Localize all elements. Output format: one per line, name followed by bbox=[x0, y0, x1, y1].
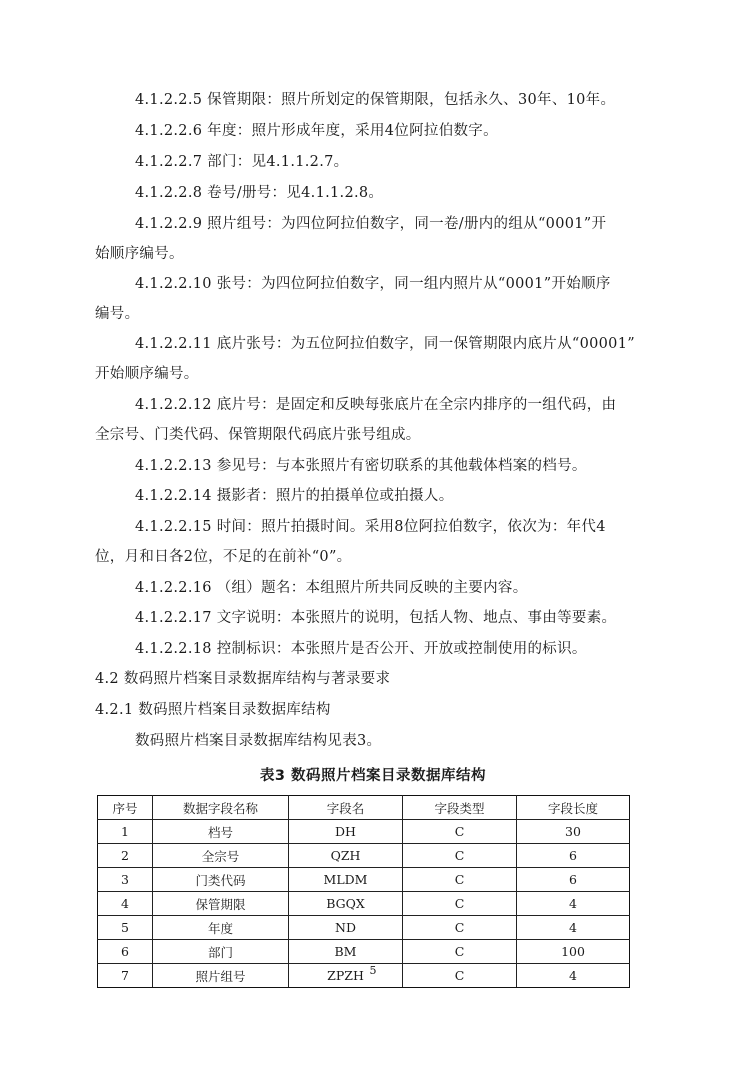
cell-field-name: QZH bbox=[289, 844, 403, 868]
cell-field-type: C bbox=[403, 868, 517, 892]
cell-field-name: ZPZH bbox=[289, 964, 403, 988]
table-row bbox=[98, 820, 630, 844]
cell-field-type: C bbox=[403, 892, 517, 916]
cell-field-type: C bbox=[403, 940, 517, 964]
table-header-row bbox=[98, 796, 630, 820]
clause-4-1-2-2-9-line2: 始顺序编号。 bbox=[95, 246, 184, 262]
header-field-description: 数据字段名称 bbox=[153, 796, 289, 820]
header-field-length: 字段长度 bbox=[517, 796, 630, 820]
cell-field-description: 门类代码 bbox=[153, 868, 289, 892]
cell-field-length: 100 bbox=[517, 940, 630, 964]
cell-serial: 5 bbox=[98, 916, 153, 940]
clause-4-1-2-2-12-line2: 全宗号、门类代码、保管期限代码底片张号组成。 bbox=[95, 427, 421, 443]
cell-field-description: 年度 bbox=[153, 916, 289, 940]
page-number: 5 bbox=[369, 964, 377, 977]
cell-field-length: 6 bbox=[517, 844, 630, 868]
table-reference-text: 数码照片档案目录数据库结构见表3。 bbox=[135, 733, 382, 749]
clause-4-1-2-2-14: 4.1.2.2.14 摄影者：照片的拍摄单位或拍摄人。 bbox=[135, 488, 454, 504]
cell-field-name: BGQX bbox=[289, 892, 403, 916]
cell-field-type: C bbox=[403, 964, 517, 988]
cell-field-type: C bbox=[403, 844, 517, 868]
clause-4-1-2-2-11-line1: 4.1.2.2.11 底片张号：为五位阿拉伯数字，同一保管期限内底片从“00001” bbox=[135, 336, 635, 352]
clause-4-1-2-2-10-line2: 编号。 bbox=[95, 306, 140, 322]
clause-4-1-2-2-18: 4.1.2.2.18 控制标识：本张照片是否公开、开放或控制使用的标识。 bbox=[135, 641, 587, 657]
clause-4-1-2-2-17: 4.1.2.2.17 文字说明：本张照片的说明，包括人物、地点、事由等要素。 bbox=[135, 610, 617, 626]
table-row bbox=[98, 868, 630, 892]
cell-field-type: C bbox=[403, 916, 517, 940]
clause-4-1-2-2-15-line1: 4.1.2.2.15 时间：照片拍摄时间。采用8位阿拉伯数字，依次为：年代4 bbox=[135, 519, 606, 535]
table-row bbox=[98, 844, 630, 868]
cell-field-length: 6 bbox=[517, 868, 630, 892]
section-heading-4-2: 4.2 数码照片档案目录数据库结构与著录要求 bbox=[95, 671, 391, 687]
cell-field-description: 照片组号 bbox=[153, 964, 289, 988]
header-field-type: 字段类型 bbox=[403, 796, 517, 820]
cell-serial: 6 bbox=[98, 940, 153, 964]
cell-serial: 7 bbox=[98, 964, 153, 988]
table-row bbox=[98, 916, 630, 940]
table-row bbox=[98, 892, 630, 916]
cell-field-length: 4 bbox=[517, 964, 630, 988]
clause-4-1-2-2-5: 4.1.2.2.5 保管期限：照片所划定的保管期限，包括永久、30年、10年。 bbox=[135, 92, 616, 108]
table-caption: 表3 数码照片档案目录数据库结构 bbox=[259, 768, 487, 784]
clause-4-1-2-2-16: 4.1.2.2.16 （组）题名：本组照片所共同反映的主要内容。 bbox=[135, 580, 528, 596]
cell-field-description: 部门 bbox=[153, 940, 289, 964]
clause-4-1-2-2-8: 4.1.2.2.8 卷号/册号：见4.1.1.2.8。 bbox=[135, 185, 384, 201]
section-heading-4-2-1: 4.2.1 数码照片档案目录数据库结构 bbox=[95, 702, 331, 718]
table-row bbox=[98, 940, 630, 964]
clause-4-1-2-2-10-line1: 4.1.2.2.10 张号：为四位阿拉伯数字，同一组内照片从“0001”开始顺序 bbox=[135, 276, 611, 292]
clause-4-1-2-2-7: 4.1.2.2.7 部门：见4.1.1.2.7。 bbox=[135, 154, 349, 170]
clause-4-1-2-2-9-line1: 4.1.2.2.9 照片组号：为四位阿拉伯数字，同一卷/册内的组从“0001”开 bbox=[135, 216, 607, 232]
header-serial: 序号 bbox=[98, 796, 153, 820]
header-field-name: 字段名 bbox=[289, 796, 403, 820]
cell-serial: 4 bbox=[98, 892, 153, 916]
cell-field-length: 30 bbox=[517, 820, 630, 844]
clause-4-1-2-2-15-line2: 位，月和日各2位，不足的在前补“0”。 bbox=[95, 549, 352, 565]
cell-field-description: 保管期限 bbox=[153, 892, 289, 916]
cell-field-name: BM bbox=[289, 940, 403, 964]
cell-serial: 2 bbox=[98, 844, 153, 868]
clause-4-1-2-2-13: 4.1.2.2.13 参见号：与本张照片有密切联系的其他载体档案的档号。 bbox=[135, 458, 587, 474]
cell-field-description: 全宗号 bbox=[153, 844, 289, 868]
cell-field-length: 4 bbox=[517, 916, 630, 940]
cell-field-name: MLDM bbox=[289, 868, 403, 892]
database-structure-table bbox=[97, 795, 630, 988]
clause-4-1-2-2-6: 4.1.2.2.6 年度：照片形成年度，采用4位阿拉伯数字。 bbox=[135, 123, 498, 139]
cell-serial: 1 bbox=[98, 820, 153, 844]
clause-4-1-2-2-11-line2: 开始顺序编号。 bbox=[95, 366, 199, 382]
cell-field-name: DH bbox=[289, 820, 403, 844]
cell-field-description: 档号 bbox=[153, 820, 289, 844]
clause-4-1-2-2-12-line1: 4.1.2.2.12 底片号：是固定和反映每张底片在全宗内排序的一组代码，由 bbox=[135, 397, 617, 413]
cell-field-name: ND bbox=[289, 916, 403, 940]
cell-serial: 3 bbox=[98, 868, 153, 892]
cell-field-length: 4 bbox=[517, 892, 630, 916]
cell-field-type: C bbox=[403, 820, 517, 844]
